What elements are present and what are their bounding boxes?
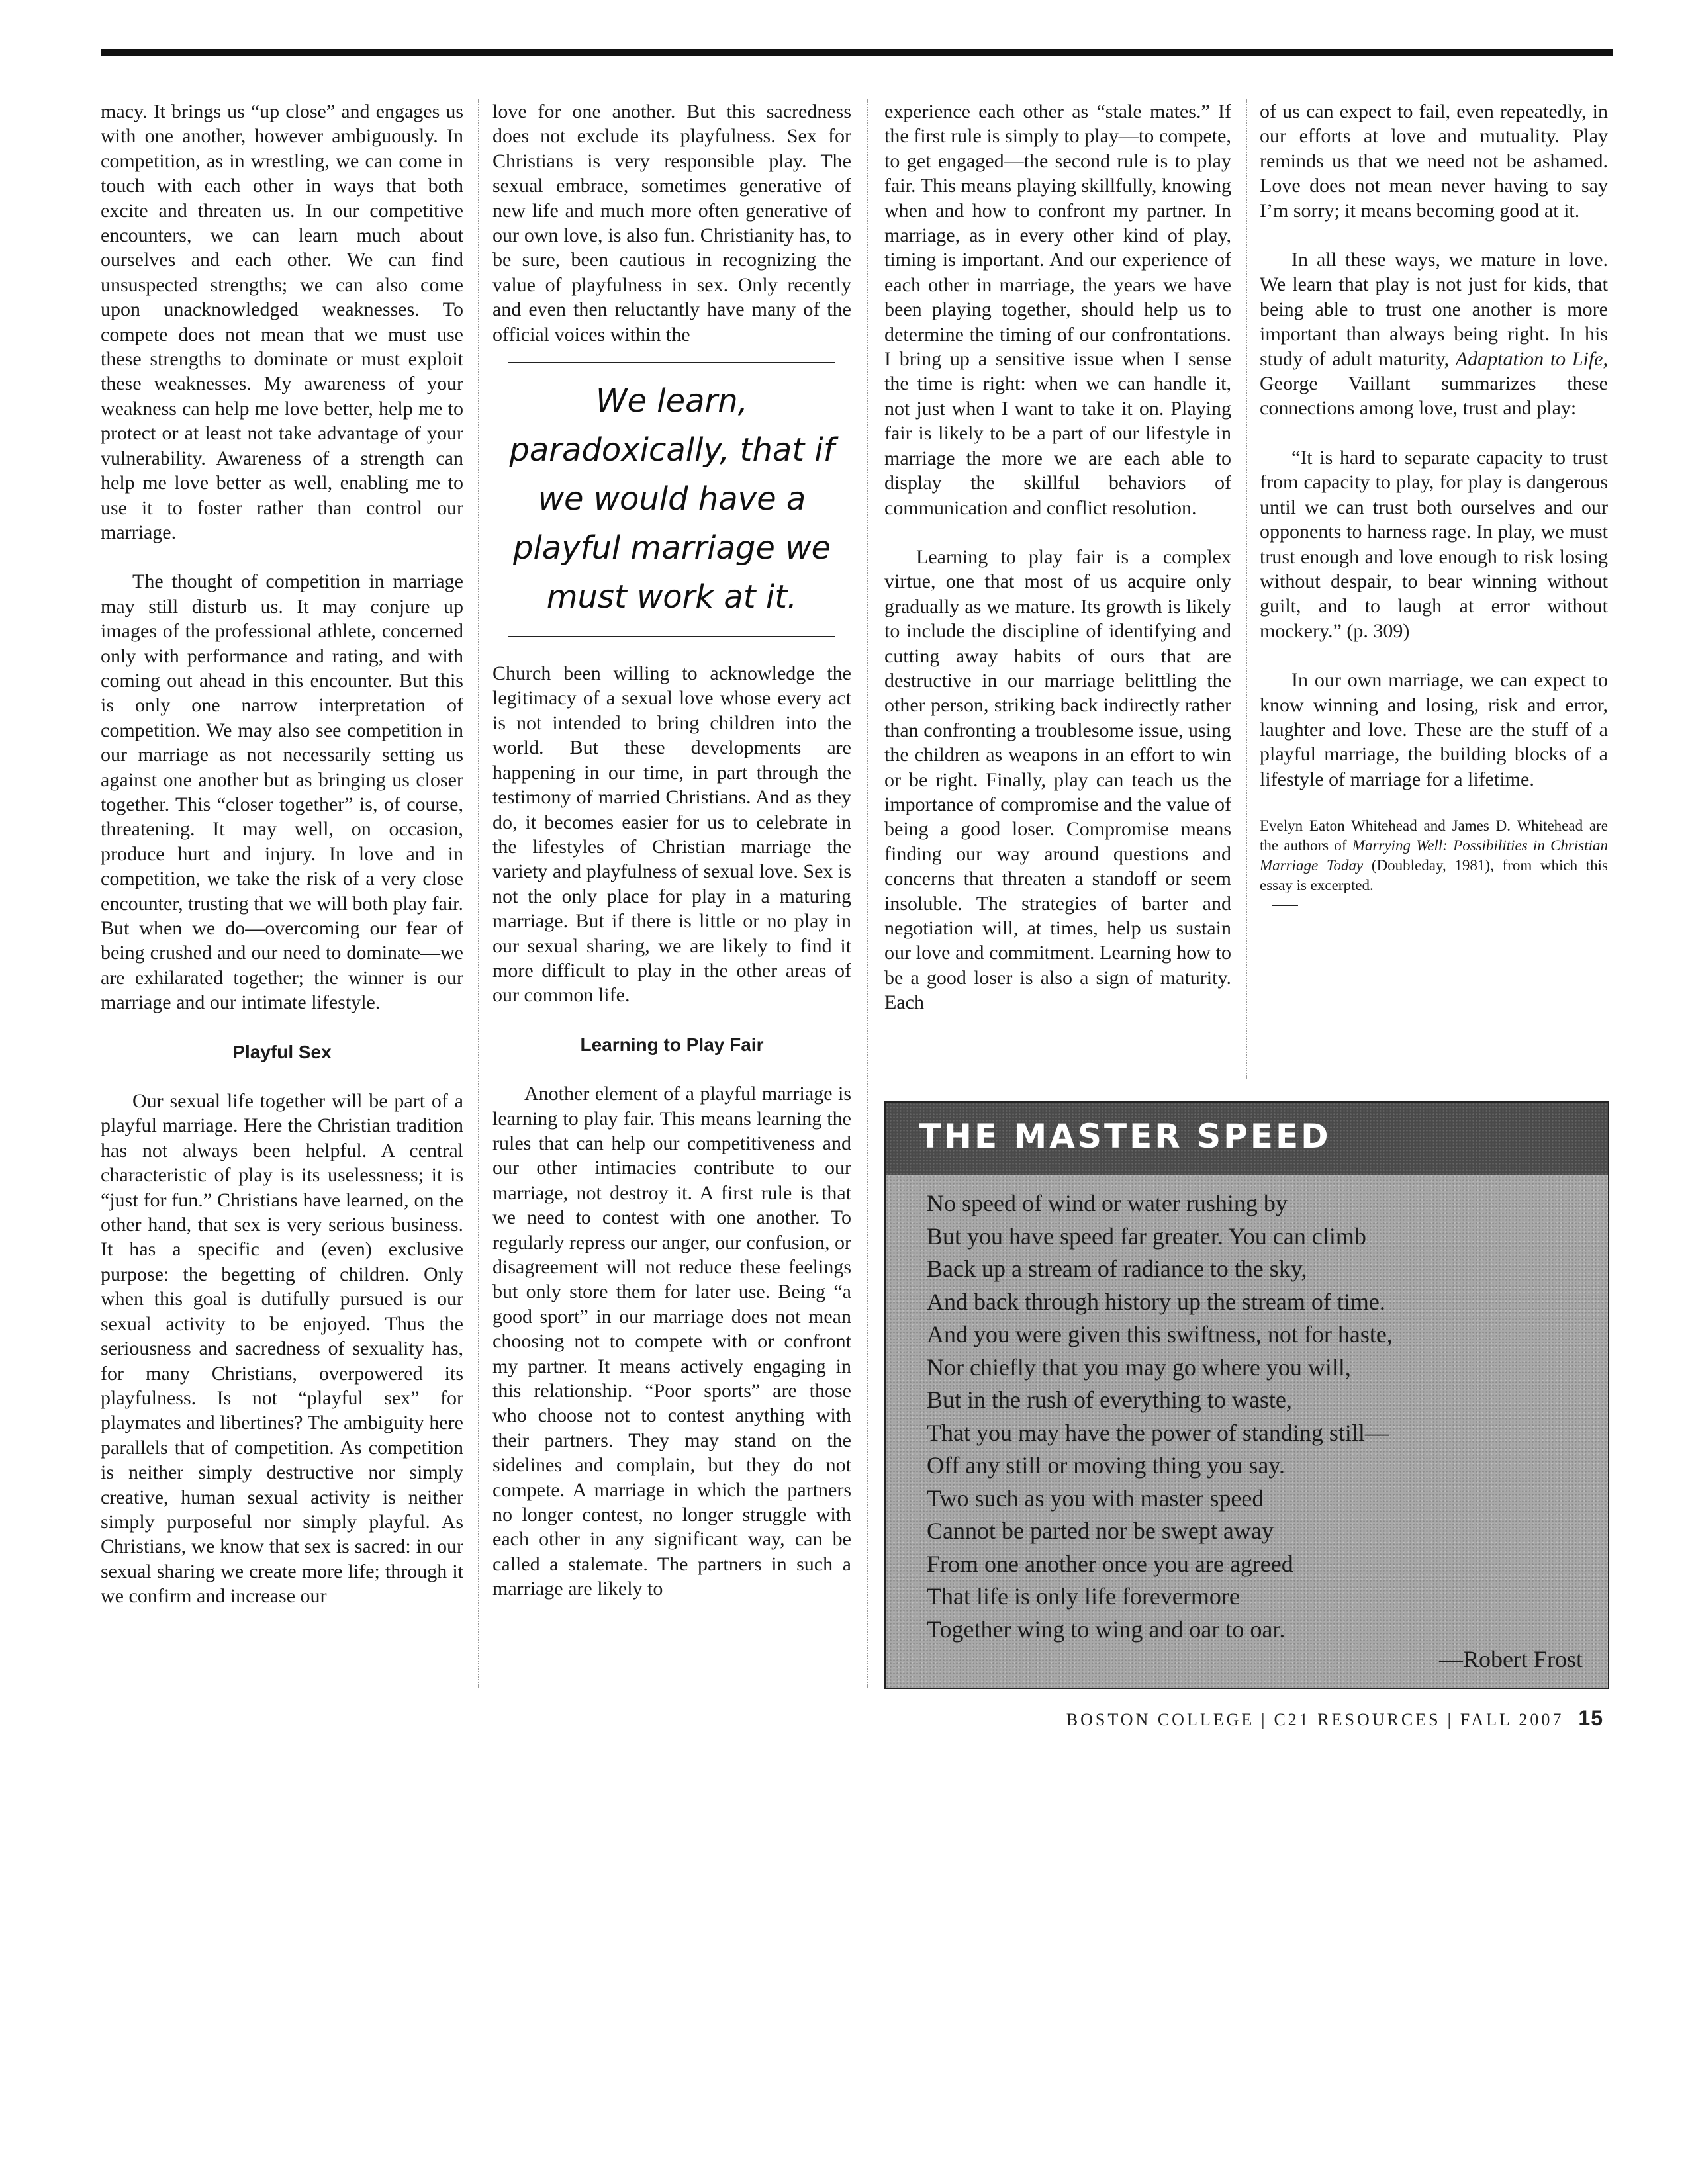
paragraph: Learning to play fair is a complex virtue, one that most of us acquire only gradually as we mature. Its growth is likely to include the discipline of identifying and cutting away habits of ours that are destructive in our marriage belittling the other person, striking back indirectly rather than confronting a troublesome issue, using the children as weapons in an effort to win or be right. Finally, play can teach us the importance of compromise and the value of being a good loser. Compromise means finding our way around questions and concerns that threaten a standoff or seem insoluble. The strategies of barter and negotiation will, at times, help us sustain our love and commitment. Learning how to be a good loser is also a sign of maturity. Each bbox=[884, 545, 1231, 1014]
poem-line: But in the rush of everything to waste, bbox=[927, 1387, 1292, 1413]
top-rule bbox=[101, 49, 1613, 56]
paragraph-text: George Vaillant summarizes these connections among love, trust and play: bbox=[1260, 373, 1608, 420]
page-number: 15 bbox=[1578, 1706, 1603, 1730]
poem-line: But you have speed far greater. You can climb bbox=[927, 1222, 1366, 1250]
column-3 bbox=[884, 99, 1231, 1015]
bio-text: Evelyn Eaton Whitehead and James D. Whitehead are the authors of bbox=[1260, 817, 1608, 854]
bio-book-title: Marrying Well: Possibilities in Christian Marriage Today bbox=[1260, 837, 1609, 874]
paragraph: The thought of competition in marriage may still disturb us. It may conjure up images of the professional athlete, concerned only with performance and rating, and with coming out ahead in this encounter. But this is only one narrow interpretation of competition. We may also see competition in our marriage as not necessarily setting us against one another but as bringing us closer together. This “closer together” is, of course, threatening. It may well, on occasion, produce hurt and injury. In love and in competition, we take the risk of a very close encounter, trusting that we will both play fair. But when we do—overcoming our fear of being crushed and our need to dominate—we are exhilarated together; the winner is our marriage and our intimate lifestyle. bbox=[101, 570, 463, 1014]
poem-line: Nor chiefly that you may go where you will, bbox=[927, 1353, 1351, 1381]
end-rule bbox=[1272, 905, 1298, 906]
poem-line: From one another once you are agreed bbox=[927, 1550, 1293, 1577]
poem-lines bbox=[927, 1187, 1575, 1646]
paragraph: experience each other as “stale mates.” If the first rule is simply to play—to compete, to get engaged—the second rule is to play fair. This means playing skillfully, knowing when and how to confront my partner. In marriage, as in every other kind of play, timing is important. And our experience of each other in marriage, the years we have been playing together, should help us to determine the timing of our confrontations. I bring up a sensitive issue when I sense the time is right: when we can handle it, not just when I want to take it on. Playing fair is likely to be a part of our lifestyle in marriage the more we are each able to display the skillful behaviors of communication and conflict resolution. bbox=[884, 101, 1231, 519]
footer-section: C21 RESOURCES bbox=[1274, 1710, 1441, 1729]
column-4 bbox=[1260, 99, 1608, 906]
paragraph: love for one another. But this sacredness does not exclude its playfulness. Sex for Christians is very responsible play. The sexual embrace, sometimes generative of new life and much more often generative of our own love, is also fun. Christianity has, to be sure, been cautious in recognizing the value of playfulness in sex. Only recently and even then reluctantly have many of the official voices within the bbox=[492, 101, 851, 345]
paragraph bbox=[1260, 248, 1608, 421]
poem-line: That life is only life forevermore bbox=[927, 1583, 1240, 1610]
author-bio bbox=[1260, 816, 1608, 895]
paragraph: of us can expect to fail, even repeatedly, in our efforts at love and mutuality. Play reminds us that we need not be ashamed. Love does not mean never having to say I’m sorry; it means becoming good at it. bbox=[1260, 101, 1608, 222]
poem-box bbox=[884, 1101, 1609, 1689]
paragraph: In our own marriage, we can expect to know winning and losing, risk and error, laughter and love. These are the stuff of a playful marriage, the building blocks of a lifestyle of marriage for a lifetime. bbox=[1260, 669, 1608, 790]
footer-separator: | bbox=[1447, 1710, 1454, 1729]
block-quote: “It is hard to separate capacity to trust from capacity to play, for play is dangerous until we can trust both ourselves and our opponents to harness rage. In play, we must trust enough and love enough to risk losing without despair, to bear winning without guilt, and to laugh at error without mockery.” (p. 309) bbox=[1260, 446, 1608, 642]
column-1 bbox=[101, 99, 463, 1609]
book-title: Adaptation to Life, bbox=[1455, 347, 1609, 370]
poem-title: THE MASTER SPEED bbox=[919, 1117, 1331, 1156]
pull-quote: We learn, paradoxically, that if we would have a playful marriage we must work at it. bbox=[508, 362, 835, 637]
column-2 bbox=[492, 99, 851, 1602]
poem-line: Cannot be parted nor be swept away bbox=[927, 1518, 1274, 1544]
poem-line: That you may have the power of standing still— bbox=[927, 1419, 1389, 1446]
footer-issue: FALL 2007 bbox=[1460, 1710, 1564, 1729]
paragraph: Another element of a playful marriage is learning to play fair. This means learning the rules that can help our competitiveness and our other intimacies contribute to our marriage, not destroy it. A first rule is that we need to contest with one another. To regularly repress our anger, our confusion, or disagreement will not reduce these feelings but only store them for later use. Being “a good sport” in our marriage does not mean choosing not to compete with or confront my partner. It means actively engaging in this relationship. “Poor sports” are those who choose not to contest anything with their partners. They may stand on the sidelines and complain, but they do not compete. A marriage in which the partners no longer contest, no longer struggle with each other in any significant way, can be called a stalemate. The partners in such a marriage are likely to bbox=[492, 1083, 851, 1600]
bio-text: (Doubleday, 1981), from which this essay is excerpted. bbox=[1260, 857, 1608, 894]
poem-line: Two such as you with master speed bbox=[927, 1484, 1264, 1512]
poem-line: Together wing to wing and oar to oar. bbox=[927, 1615, 1286, 1643]
column-divider bbox=[478, 99, 479, 1688]
paragraph: macy. It brings us “up close” and engages us with one another, however ambiguously. In competition, as in wrestling, we can come in touch with each other in ways that both excite and threaten us. In our competitive encounters, we can learn much about ourselves and each other. We can find unsuspected strengths; we can also come upon unacknowledged weaknesses. To compete does not mean that we must use these strengths to dominate or must exploit these weaknesses. My awareness of your weakness can help me love better, help me to protect or at least not take advantage of your vulnerability. Awareness of a strength can help me love better as well, enabling me to use it to foster rather than control our marriage. bbox=[101, 101, 463, 543]
poem-header bbox=[886, 1103, 1608, 1175]
poem-attribution: —Robert Frost bbox=[1438, 1646, 1583, 1672]
section-heading-learning-to-play-fair: Learning to Play Fair bbox=[580, 1034, 764, 1055]
paragraph-text: In all these ways, we mature in love. We learn that play is not just for kids, that being able to trust one another is more important than always being right. In his study of adult maturity, bbox=[1260, 249, 1608, 370]
poem-line: And back through history up the stream of time. bbox=[927, 1288, 1385, 1315]
paragraph: Our sexual life together will be part of a playful marriage. Here the Christian tradition has not always been helpful. A central characteristic of play is its uselessness; it is “just for fun.” Christians have learned, on the other hand, that sex is very serious business. It has a specific and (even) exclusive purpose: the begetting of children. Only when this goal is dutifully pursued is our sexual activity to be enjoyed. Thus the seriousness and sacredness of sexuality has, for many Christians, overpowered its playfulness. Is not “playful sex” for playmates and libertines? The ambiguity here parallels that of competition. As competition is neither simply destructive nor simply creative, human sexual activity is neither simply purposeful nor simply playful. As Christians, we know that sex is sacred: in our sexual sharing we create more life; through it we confirm and increase our bbox=[101, 1090, 463, 1608]
column-divider bbox=[867, 99, 868, 1688]
poem-line: Off any still or moving thing you say. bbox=[927, 1452, 1285, 1479]
footer-separator: | bbox=[1261, 1710, 1268, 1729]
poem-line: No speed of wind or water rushing by bbox=[927, 1190, 1288, 1216]
footer-publication: BOSTON COLLEGE bbox=[1066, 1710, 1255, 1729]
section-heading-playful-sex: Playful Sex bbox=[232, 1041, 332, 1062]
page-footer bbox=[1066, 1706, 1603, 1731]
poem-line: Back up a stream of radiance to the sky, bbox=[927, 1255, 1307, 1282]
poem-line: And you were given this swiftness, not for haste, bbox=[927, 1321, 1393, 1347]
column-divider bbox=[1246, 99, 1247, 1079]
paragraph: Church been willing to acknowledge the legitimacy of a sexual love whose every act is not intended to bring children into the world. But these developments are happening in our time, in part through the testimony of married Christians. And as they do, it becomes easier for us to celebrate in the lifestyles of Christian marriage the variety and playfulness of sexual love. Sex is not the only place for play in a maturing marriage. But if there is little or no play in our sexual sharing, we are likely to find it more difficult to play in the other areas of our common life. bbox=[492, 662, 851, 1007]
